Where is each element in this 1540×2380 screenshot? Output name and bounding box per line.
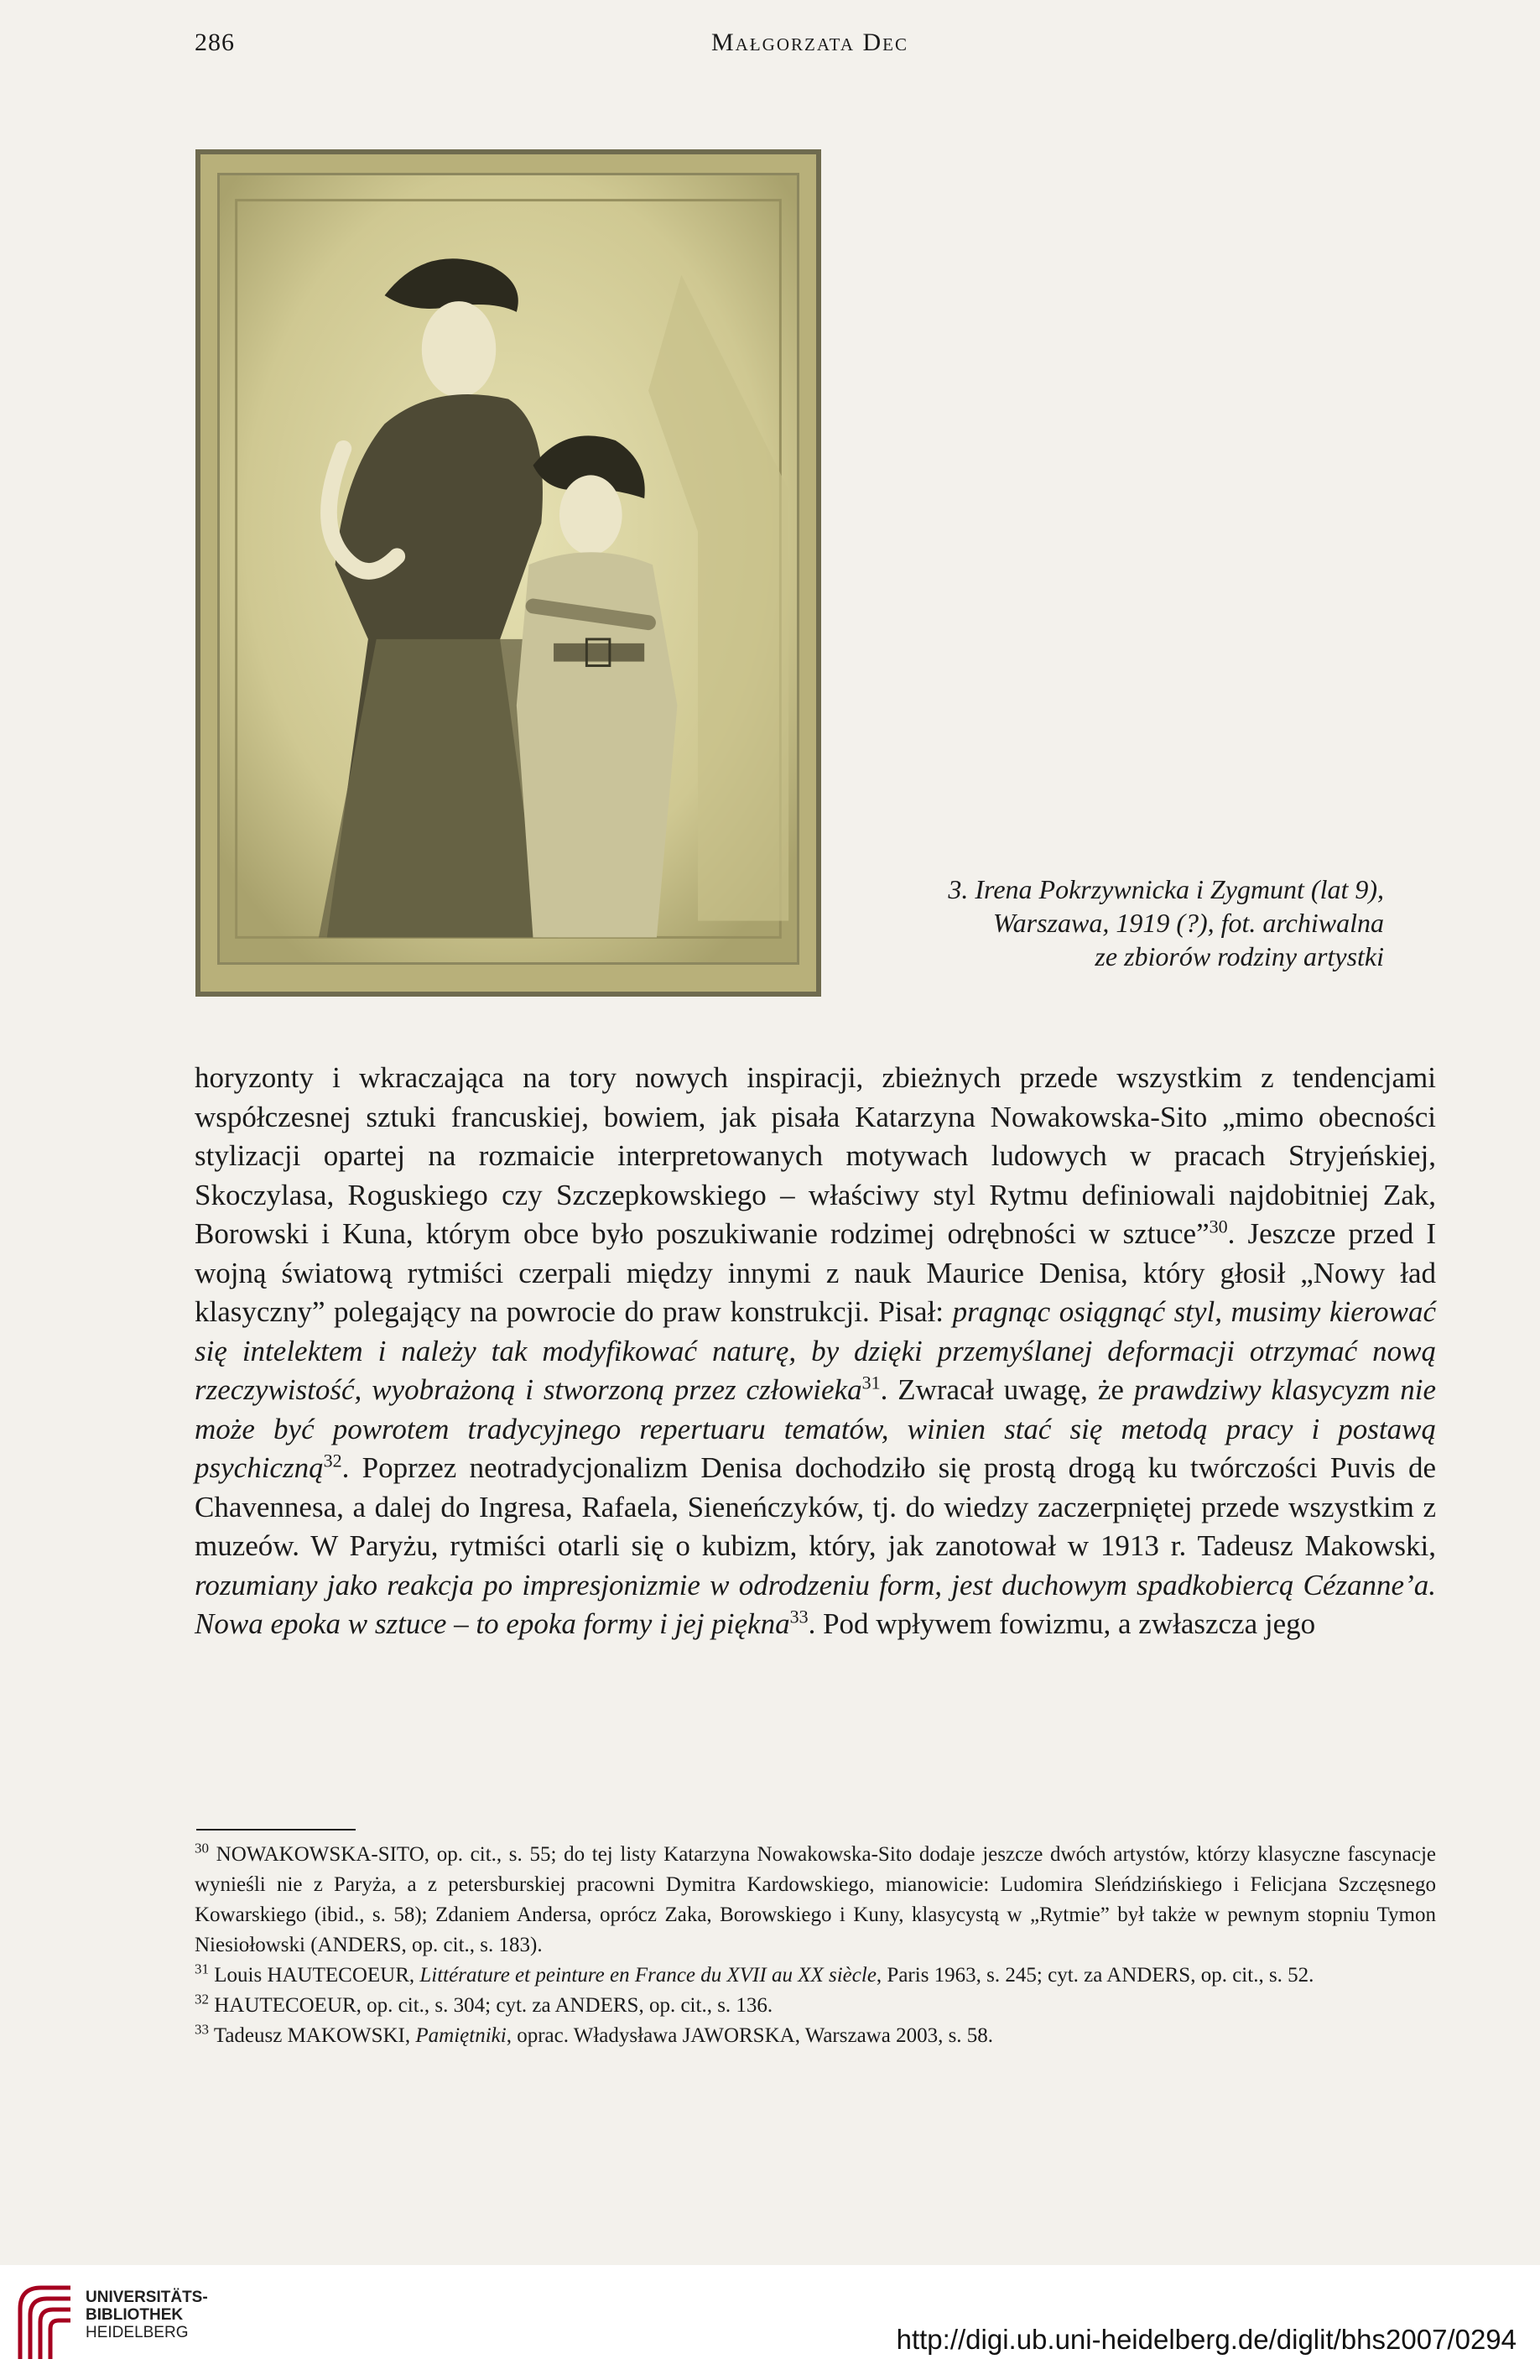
library-logo-icon	[12, 2275, 77, 2367]
logo-line: HEIDELBERG	[86, 2324, 189, 2341]
footnote-text: , oprac. Władysława JAWORSKA, Warszawa 2003, s. 58.	[506, 2024, 994, 2047]
body-paragraph	[195, 1059, 1436, 1644]
archival-photograph	[195, 149, 821, 997]
body-span: . Zwracał uwagę, że	[880, 1373, 1134, 1406]
footnote-33	[195, 2021, 1436, 2051]
footnote-number: 30	[195, 1840, 209, 1857]
body-span: . Poprzez neotradycjonalizm Denisa dochodziło się prostą drogą ku twórczości Puvis de Chavennesa, a dalej do Ingresa, Rafaela, Sieneńczyków, tj. do wiedzy zaczerpniętej przede wszystkim z muzeów. W Paryżu, rytmiści otarli się o kubizm, który, jak zanotował w 1913 r. Tadeusz Makowski,	[195, 1451, 1436, 1562]
footnote-31	[195, 1961, 1436, 1991]
footnote-author: Louis HAUTECOEUR,	[214, 1964, 420, 1987]
body-span: horyzonty i wkraczająca na tory nowych inspiracji, zbieżnych przede wszystkim z tendencjami współczesnej sztuki francuskiej, bowiem, jak pisała Katarzyna Nowakowska-Sito „mimo obecności stylizacji opartej na rozmaicie interpretowanych motywach ludowych w pracach Stryjeńskiej, Skoczylasa, Roguskiego czy Szczepkowskiego – właściwy styl Rytmu definiowali najdobitniej Zak, Borowski i Kuna, którym obce było poszukiwanie rodzimej odrębności w sztuce”	[195, 1061, 1436, 1250]
footnote-divider	[196, 1829, 356, 1831]
logo-line: BIBLIOTHEK	[86, 2306, 184, 2324]
footnote-text: HAUTECOEUR, op. cit., s. 304; cyt. za ANDERS, op. cit., s. 136.	[214, 1994, 773, 2017]
running-head: Małgorzata Dec	[711, 29, 908, 56]
figure-caption-line-1: 3. Irena Pokrzywnicka i Zygmunt (lat 9),	[948, 874, 1384, 904]
footnote-30	[195, 1840, 1436, 1961]
footnotes	[195, 1840, 1436, 2051]
body-span: . Pod wpływem fowizmu, a zwłaszcza jego	[808, 1607, 1316, 1640]
library-logo-text	[86, 2289, 208, 2341]
footnote-ref-32[interactable]: 32	[323, 1450, 342, 1471]
footnote-title: Littérature et peinture en France du XVII au XX siècle	[419, 1964, 877, 1987]
footnote-32	[195, 1991, 1436, 2021]
page-number: 286	[195, 29, 235, 56]
footnote-ref-31[interactable]: 31	[861, 1372, 881, 1393]
footnote-text: NOWAKOWSKA-SITO, op. cit., s. 55; do tej listy Katarzyna Nowakowska-Sito dodaje jeszcze dwóch artystów, którzy klasyczne fascynacje wynieśli nie z Paryża, a z petersburskiej pracowni Dymitra Kardowskiego, mianowicie: Ludomira Sleńdzińskiego i Felicjana Szczęsnego Kowarskiego (ibid., s. 58); Zdaniem Andersa, oprócz Zaka, Borowskiego i Kuny, klasycystą w „Rytmie” był także w pewnym stopniu Tymon Niesiołowski (ANDERS, op. cit., s. 183).	[195, 1843, 1436, 1956]
quote-denis-2: prawdziwy klasycyzm nie może być powrotem tradycyjnego repertuaru tematów, winien stać się metodą pracy i postawą psychiczną	[195, 1373, 1436, 1484]
body-text	[195, 1059, 1436, 1644]
figure-caption-line-3: ze zbiorów rodziny artystki	[1095, 941, 1384, 971]
footnote-ref-33[interactable]: 33	[789, 1606, 809, 1627]
footnote-number: 33	[195, 2021, 209, 2038]
footnote-number: 31	[195, 1961, 209, 1977]
footnote-author: Tadeusz MAKOWSKI,	[213, 2024, 416, 2047]
quote-denis-1: pragnąc osiągnąć styl, musimy kierować się intelektem i należy tak modyfikować naturę, by dzięki przemyślanej deformacji otrzymać nową rzeczywistość, wyobrażoną i stworzoną przez człowieka	[195, 1295, 1436, 1406]
digitization-footer	[0, 2265, 1540, 2380]
body-span: . Jeszcze przed I wojną światową rytmiści czerpali między innymi z nauk Maurice Denisa, który głosił „Nowy ład klasyczny” polegający na powrocie do praw konstrukcji. Pisał:	[195, 1217, 1436, 1328]
figure-caption-line-2: Warszawa, 1919 (?), fot. archiwalna	[992, 908, 1384, 938]
photograph-image	[217, 173, 799, 965]
footnote-number: 32	[195, 1991, 209, 2008]
logo-line: UNIVERSITÄTS-	[86, 2289, 208, 2306]
quote-makowski: rozumiany jako reakcja po impresjonizmie w odrodzeniu form, jest duchowym spadkobiercą Cézanne’a. Nowa epoka w sztuce – to epoka formy i jej piękna	[195, 1568, 1436, 1640]
footnote-title: Pamiętniki	[415, 2024, 507, 2047]
footnote-text: , Paris 1963, s. 245; cyt. za ANDERS, op. cit., s. 52.	[876, 1964, 1314, 1987]
permalink-url[interactable]: http://digi.ub.uni-heidelberg.de/diglit/bhs2007/0294	[896, 2324, 1517, 2355]
footnote-ref-30[interactable]: 30	[1209, 1216, 1228, 1237]
